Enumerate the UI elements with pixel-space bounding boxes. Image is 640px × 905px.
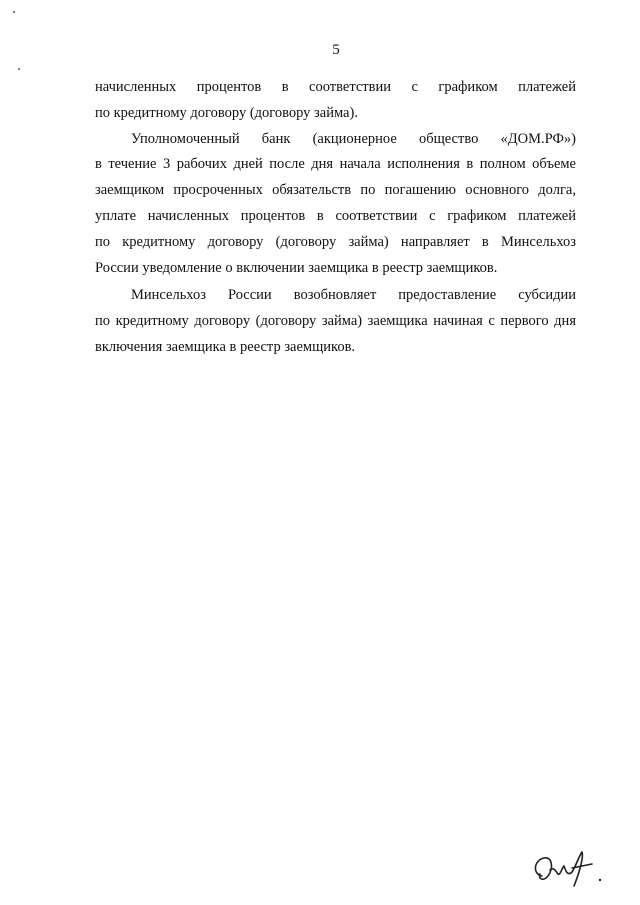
scan-speck xyxy=(18,68,20,70)
text-line: по кредитному договору (договору займа) заемщика начиная с первого дня xyxy=(95,313,576,329)
text-line: Минсельхоз России возобновляет предоставление субсидии xyxy=(131,287,576,303)
text-line: заемщиком просроченных обязательств по погашению основного долга, xyxy=(95,182,576,198)
text-line: по кредитному договору (договору займа). xyxy=(95,105,358,121)
text-line: уплате начисленных процентов в соответствии с графиком платежей xyxy=(95,208,576,224)
text-line: начисленных процентов в соответствии с графиком платежей xyxy=(95,79,576,95)
text-line: России уведомление о включении заемщика в реестр заемщиков. xyxy=(95,260,498,276)
text-line: включения заемщика в реестр заемщиков. xyxy=(95,339,356,355)
text-line: Уполномоченный банк (акционерное общество «ДОМ.РФ») xyxy=(131,131,576,147)
text-line: в течение 3 рабочих дней после дня начала исполнения в полном объеме xyxy=(95,156,576,172)
page-number: 5 xyxy=(332,42,340,58)
signature-mark xyxy=(528,846,608,890)
text-line: по кредитному договору (договору займа) направляет в Минсельхоз xyxy=(95,234,576,250)
scan-speck xyxy=(13,11,15,13)
